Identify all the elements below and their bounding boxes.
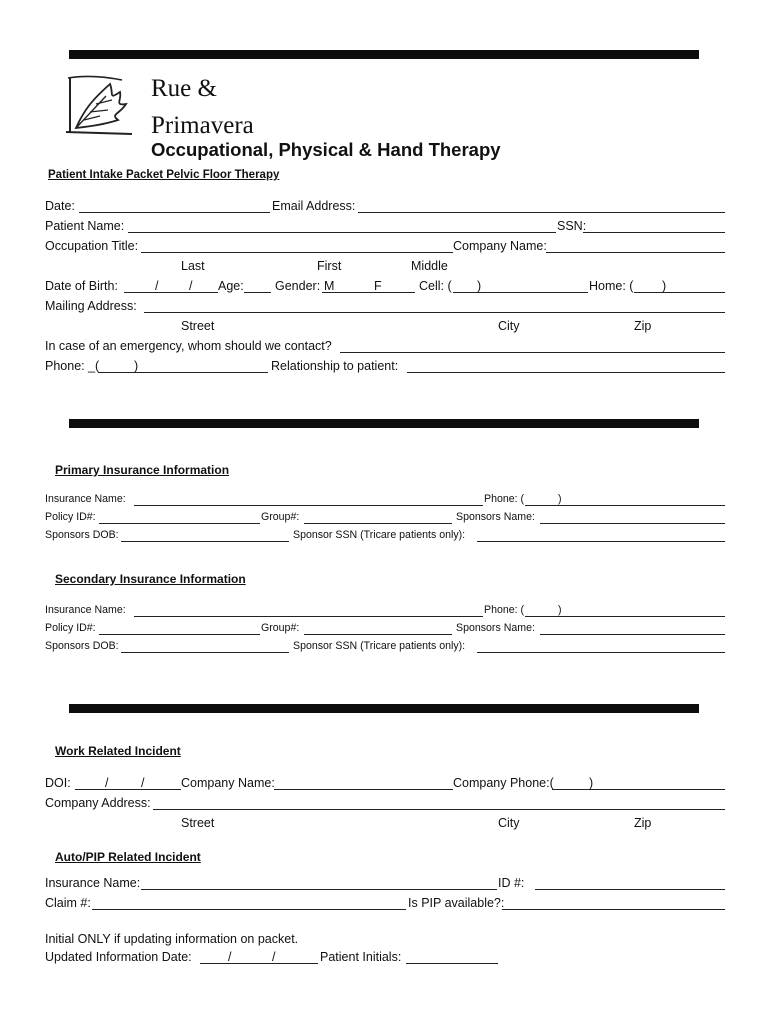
patient-name-field[interactable]: [128, 232, 556, 233]
primary-sponsors-dob-label: Sponsors DOB:: [45, 529, 119, 541]
updated-slash-2: /: [272, 950, 276, 964]
emergency-phone-paren: ): [134, 359, 139, 373]
pip-label: Is PIP available?:: [408, 896, 505, 910]
emergency-phone-field[interactable]: [98, 372, 268, 373]
emergency-phone-label: Phone: _(: [45, 359, 100, 373]
cell-label: Cell: (: [419, 279, 452, 293]
primary-phone-label: Phone: (: [484, 493, 525, 505]
first-caption: First: [317, 259, 342, 273]
zip-caption: Zip: [634, 319, 652, 333]
age-label: Age:: [218, 279, 244, 293]
secondary-policy-label: Policy ID#:: [45, 622, 96, 634]
patient-initials-field[interactable]: [406, 963, 498, 964]
auto-id-label: ID #:: [498, 876, 525, 890]
secondary-group-field[interactable]: [304, 634, 452, 635]
primary-sponsor-ssn-field[interactable]: [477, 541, 725, 542]
claim-field[interactable]: [92, 909, 406, 910]
secondary-ins-name-field[interactable]: [134, 616, 483, 617]
updated-slash-1: /: [228, 950, 232, 964]
work-zip-caption: Zip: [634, 816, 652, 830]
city-caption: City: [498, 319, 520, 333]
secondary-sponsor-ssn-field[interactable]: [477, 652, 725, 653]
occupation-label: Occupation Title:: [45, 239, 139, 253]
top-divider-bar: [69, 50, 699, 59]
date-field[interactable]: [79, 212, 270, 213]
gender-m[interactable]: M: [324, 279, 335, 293]
auto-ins-name-field[interactable]: [141, 889, 497, 890]
gender-label: Gender:: [275, 279, 321, 293]
claim-label: Claim #:: [45, 896, 91, 910]
gender-f[interactable]: F: [374, 279, 382, 293]
ssn-field[interactable]: [583, 232, 725, 233]
pip-field[interactable]: [502, 909, 725, 910]
initial-note: Initial ONLY if updating information on packet.: [45, 932, 299, 946]
dob-label: Date of Birth:: [45, 279, 118, 293]
primary-phone-field[interactable]: [525, 505, 725, 506]
secondary-sponsors-dob-label: Sponsors DOB:: [45, 640, 119, 652]
relationship-field[interactable]: [407, 372, 725, 373]
patient-name-label: Patient Name:: [45, 219, 125, 233]
auto-ins-name-label: Insurance Name:: [45, 876, 141, 890]
work-company-phone-paren: ): [589, 776, 594, 790]
patient-initials-label: Patient Initials:: [320, 950, 402, 964]
cell-field[interactable]: [453, 292, 588, 293]
primary-policy-label: Policy ID#:: [45, 511, 96, 523]
secondary-group-label: Group#:: [261, 622, 300, 634]
primary-group-field[interactable]: [304, 523, 452, 524]
ssn-label: SSN:: [557, 219, 587, 233]
secondary-sponsors-name-field[interactable]: [540, 634, 725, 635]
work-company-label: Company Name:: [181, 776, 275, 790]
section-divider-bar-2: [69, 704, 699, 713]
email-field[interactable]: [358, 212, 725, 213]
cell-paren: ): [477, 279, 482, 293]
leaf-logo-icon: [62, 70, 142, 140]
emergency-label: In case of an emergency, whom should we contact?: [45, 339, 332, 353]
section-divider-bar-1: [69, 419, 699, 428]
auto-id-field[interactable]: [535, 889, 725, 890]
secondary-insurance-heading: Secondary Insurance Information: [55, 572, 246, 586]
date-label: Date:: [45, 199, 75, 213]
relationship-label: Relationship to patient:: [271, 359, 399, 373]
street-caption: Street: [181, 319, 215, 333]
secondary-phone-field[interactable]: [525, 616, 725, 617]
middle-caption: Middle: [411, 259, 448, 273]
home-label: Home: (: [589, 279, 634, 293]
updated-date-label: Updated Information Date:: [45, 950, 192, 964]
doi-slash-2: /: [141, 776, 145, 790]
company-field[interactable]: [546, 252, 725, 253]
doi-label: DOI:: [45, 776, 71, 790]
dob-slash-1: /: [155, 279, 159, 293]
primary-sponsors-dob-field[interactable]: [121, 541, 289, 542]
primary-group-label: Group#:: [261, 511, 300, 523]
primary-sponsors-name-label: Sponsors Name:: [456, 511, 535, 523]
work-address-field[interactable]: [153, 809, 725, 810]
dob-slash-2: /: [189, 279, 193, 293]
primary-insurance-heading: Primary Insurance Information: [55, 463, 230, 477]
age-field[interactable]: [244, 292, 271, 293]
work-company-field[interactable]: [274, 789, 453, 790]
work-incident-heading: Work Related Incident: [55, 744, 181, 758]
secondary-sponsor-ssn-label: Sponsor SSN (Tricare patients only):: [293, 640, 466, 652]
email-label: Email Address:: [272, 199, 356, 213]
secondary-ins-name-label: Insurance Name:: [45, 604, 126, 616]
home-paren: ): [662, 279, 667, 293]
form-subtitle: Patient Intake Packet Pelvic Floor Therapy: [48, 169, 280, 181]
work-company-phone-field[interactable]: [552, 789, 725, 790]
doi-slash-1: /: [105, 776, 109, 790]
doi-field[interactable]: [75, 789, 181, 790]
logo-line2: Primavera: [151, 112, 254, 139]
secondary-phone-label: Phone: (: [484, 604, 525, 616]
page-title: Occupational, Physical & Hand Therapy: [151, 139, 501, 160]
work-company-phone-label: Company Phone:(: [453, 776, 554, 790]
gender-field[interactable]: [322, 292, 415, 293]
emergency-field[interactable]: [340, 352, 725, 353]
occupation-field[interactable]: [141, 252, 453, 253]
work-street-caption: Street: [181, 816, 215, 830]
company-label: Company Name:: [453, 239, 547, 253]
primary-policy-field[interactable]: [99, 523, 260, 524]
secondary-sponsors-name-label: Sponsors Name:: [456, 622, 535, 634]
auto-pip-heading: Auto/PIP Related Incident: [55, 850, 201, 864]
work-city-caption: City: [498, 816, 520, 830]
secondary-policy-field[interactable]: [99, 634, 260, 635]
mailing-label: Mailing Address:: [45, 299, 137, 313]
primary-ins-name-label: Insurance Name:: [45, 493, 126, 505]
last-caption: Last: [181, 259, 205, 273]
secondary-sponsors-dob-field[interactable]: [121, 652, 289, 653]
dob-field[interactable]: [124, 292, 218, 293]
primary-phone-paren: ): [558, 493, 562, 505]
updated-date-field[interactable]: [200, 963, 318, 964]
secondary-phone-paren: ): [558, 604, 562, 616]
mailing-field[interactable]: [144, 312, 725, 313]
primary-ins-name-field[interactable]: [134, 505, 483, 506]
home-field[interactable]: [634, 292, 725, 293]
primary-sponsor-ssn-label: Sponsor SSN (Tricare patients only):: [293, 529, 466, 541]
logo-line1: Rue &: [151, 75, 217, 102]
work-address-label: Company Address:: [45, 796, 151, 810]
primary-sponsors-name-field[interactable]: [540, 523, 725, 524]
